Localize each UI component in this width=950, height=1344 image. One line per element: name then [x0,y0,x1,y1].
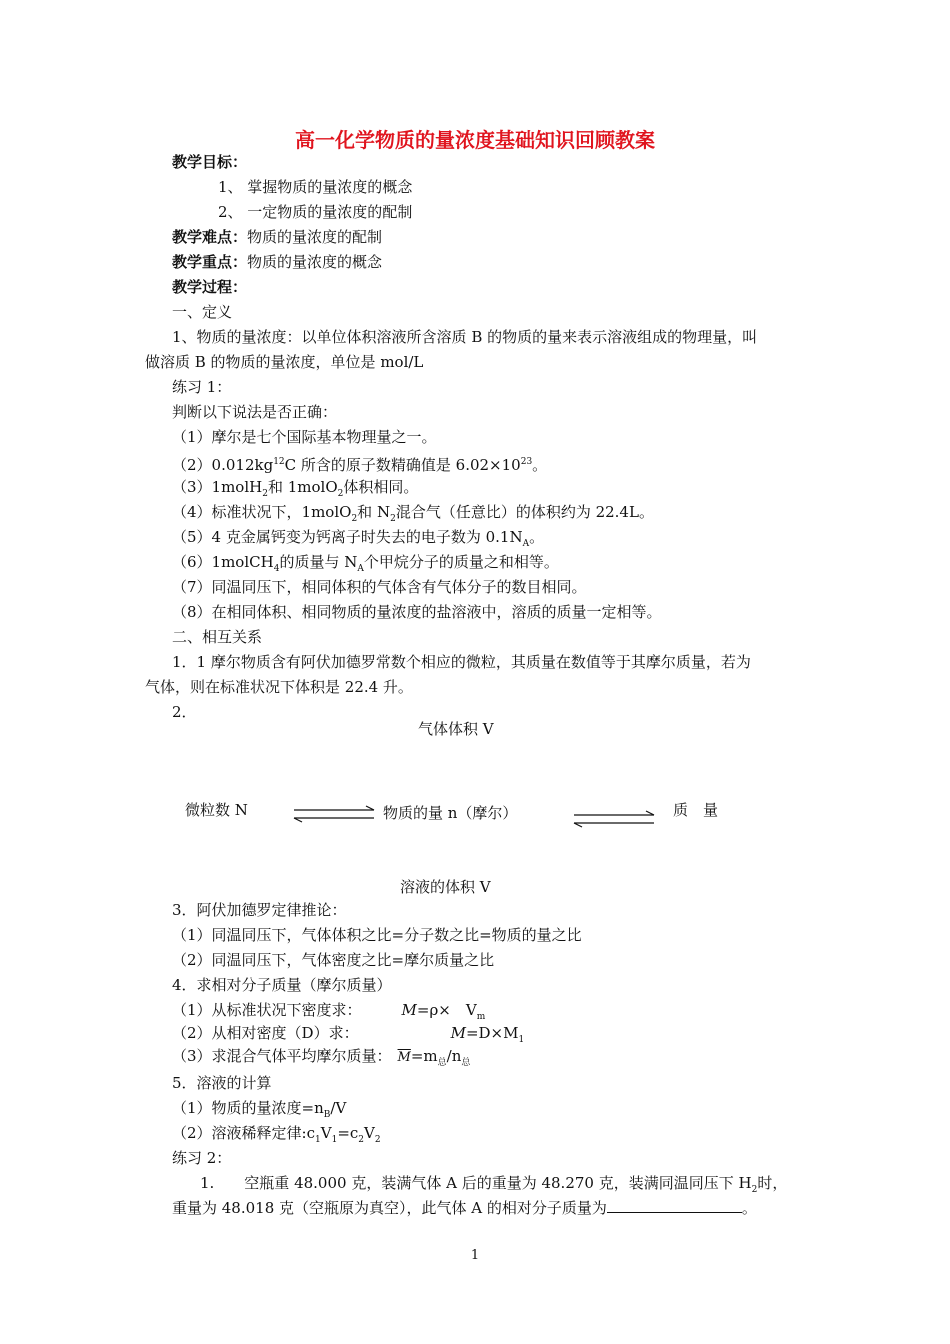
formula-item: （1）物质的量浓度$=n_B/V$ [172,1099,347,1120]
exercise-instruction: 判断以下说法是否正确： [172,403,338,421]
exercise-question: 1. 空瓶重 48.000 克，装满气体 A 后的重量为 48.270 克，装满同温同压下 $H_2$时， [200,1174,788,1195]
inference-item: （2）同温同压下，气体密度之比=摩尔质量之比 [172,951,495,969]
inference-item: （1）同温同压下，气体体积之比=分子数之比=物质的量之比 [172,926,582,944]
diagram-node-mass: 质 量 [673,801,719,819]
method-item: （1）从标准状况下密度求： M=ρ× $V_m$ [172,1001,486,1022]
section-heading: 二、相互关系 [172,628,263,646]
item-heading: 4．求相对分子质量（摩尔质量） [172,976,392,994]
formula-item: （2）溶液稀释定律$:c_1V_1=c_2V_2$ [172,1124,381,1145]
question-item: $(2)0.012kg^{12}C$ 所含的原子数精确值是 $6.02\times 10^{23}$。 [172,456,548,474]
question-item: （8）在相同体积、相同物质的量浓度的盐溶液中，溶质的质量一定相等。 [172,603,662,621]
diagram-node-gas-volume: 气体体积 V [418,720,494,738]
equilibrium-arrow-icon [570,805,660,835]
document-title: 高一化学物质的量浓度基础知识回顾教案 [295,128,655,152]
question-item: （5）4 克金属钙变为钙离子时失去的电子数为 $0.1N_A$。 [172,528,545,549]
question-item: （4）标准状况下，1molO$_2$和 $N_2$混合气（任意比）的体积约为 22.4L。 [172,503,654,524]
definition-line: 做溶质 B 的物质的量浓度，单位是 mol/L [145,353,424,371]
section-heading: 一、定义 [172,303,233,321]
objectives-label: 教学目标： [172,153,248,171]
focus-text: 物质的量浓度的概念 [247,253,383,271]
difficulty-line [172,227,382,247]
definition-line: 1、物质的量浓度：以单位体积溶液所含溶质 B 的物质的量来表示溶液组成的物理量，叫 [172,328,758,346]
diagram-node-amount: 物质的量 n（摩尔） [383,804,518,822]
question-item: （3）1molH$_2$和 1molO$_2$体积相同。 [172,478,419,499]
question-item: （6）1molCH$_4$的质量与 $N_A$个甲烷分子的质量之和相等。 [172,553,559,574]
method-item: （3）求混合气体平均摩尔质量： $\overline{M}=m_总/n_总$ [172,1047,471,1068]
exercise-label: 练习 2： [172,1149,232,1167]
difficulty-label: 教学难点： [172,228,248,246]
page-number: 1 [470,1248,480,1263]
focus-label: 教学重点： [172,253,248,271]
item-heading: 3．阿伏加德罗定律推论： [172,901,347,919]
focus-line [172,252,382,272]
process-label: 教学过程： [172,278,248,296]
method-item: （2）从相对密度（D）求： $M=D\times M_1$ [172,1024,525,1045]
question-item: （1）摩尔是七个国际基本物理量之一。 [172,428,437,446]
difficulty-text: 物质的量浓度的配制 [247,228,383,246]
item-heading: 5．溶液的计算 [172,1074,272,1092]
question-item: （7）同温同压下，相同体积的气体含有气体分子的数目相同。 [172,578,587,596]
answer-blank [607,1198,742,1213]
objective-item: 2、 一定物质的量浓度的配制 [218,203,413,221]
item-number: 2． [172,703,197,721]
paragraph-line: 1．1 摩尔物质含有阿伏加德罗常数个相应的微粒，其质量在数值等于其摩尔质量，若为 [172,653,751,671]
objective-item: 1、 掌握物质的量浓度的概念 [218,178,413,196]
diagram-node-solution-volume: 溶液的体积 V [400,878,491,896]
diagram-node-particle-count: 微粒数 N [185,801,248,819]
exercise-question: 重量为 48.018 克（空瓶原为真空），此气体 A 的相对分子质量为 。 [172,1199,757,1217]
exercise-label: 练习 1： [172,378,232,396]
paragraph-line: 气体，则在标准状况下体积是 22.4 升。 [145,678,413,696]
equilibrium-arrow-icon [290,800,380,830]
